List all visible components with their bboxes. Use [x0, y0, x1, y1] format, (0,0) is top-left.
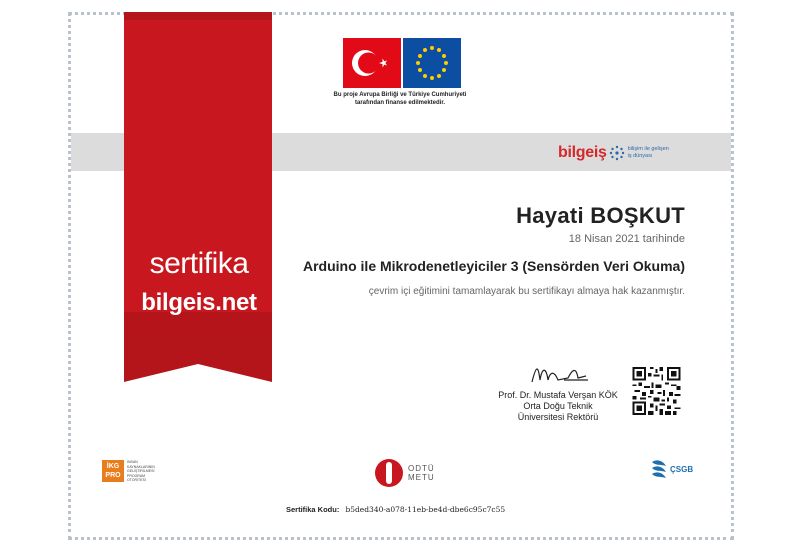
signatory-name: Prof. Dr. Mustafa Verşan KÖK [498, 390, 618, 400]
odtu-logo [374, 458, 435, 488]
certificate-code-value: b5ded340-a078-11eb-be4d-dbe6c95c7c55 [345, 505, 506, 514]
odtu-text [408, 464, 435, 482]
certificate-code-label: Sertifika Kodu: [286, 505, 340, 514]
ribbon-site: bilgeis.net [141, 289, 257, 316]
signature-icon [528, 358, 592, 388]
tr-eu-flags [343, 38, 461, 88]
ribbon-title: sertifika [149, 247, 249, 280]
csgb-text: ÇSGB [670, 464, 694, 474]
dots-globe-icon [609, 145, 625, 161]
ikg-pro-logo [102, 460, 163, 483]
csgb-logo [650, 458, 693, 480]
ikg-pro-badge: İKG PRO [102, 460, 124, 482]
eu-flag-icon [403, 38, 461, 88]
completion-statement: çevrim içi eğitimini tamamlayarak bu sertifikayı almaya hak kazanmıştır. [368, 286, 685, 297]
funding-caption-line1: Bu proje Avrupa Birliği ve Türkiye Cumhuriyeti [333, 92, 467, 98]
odtu-line2: METU [408, 473, 435, 482]
certificate-code-row [286, 505, 505, 514]
odtu-line1: ODTÜ [408, 464, 435, 473]
ikg-pro-text [127, 460, 163, 483]
ikg-text-line3: PROGRAM OTORİTESİ [127, 473, 146, 482]
course-title: Arduino ile Mikrodenetleyiciler 3 (Sensörden Veri Okuma) [303, 258, 685, 274]
red-ribbon [124, 12, 274, 382]
tagline-line1: bilişim ile gelişen [627, 146, 669, 152]
tagline-line2: iş dünyası [627, 153, 653, 159]
funding-caption-line2: tarafından finanse edilmektedir. [354, 100, 446, 106]
odtu-emblem-icon [374, 458, 404, 488]
recipient-name: Hayati BOŞKUT [516, 203, 685, 228]
bilgeis-tagline [628, 146, 669, 160]
signatory-title-2: Üniversitesi Rektörü [517, 412, 599, 422]
bilgeis-wordmark: bilgeiş [558, 144, 607, 161]
signatory-block [488, 390, 628, 423]
csgb-emblem-icon [650, 458, 668, 480]
bilgeis-logo [558, 144, 669, 162]
funding-caption [330, 91, 470, 107]
ikg-text-line1: İNSAN KAYNAKLARININ [127, 460, 155, 469]
signatory-title-1: Orta Doğu Teknik [523, 401, 593, 411]
qr-code-icon [631, 367, 682, 415]
completion-date: 18 Nisan 2021 tarihinde [568, 233, 685, 245]
ikg-text-line2: GELİŞTİRİLMESİ [127, 469, 155, 473]
